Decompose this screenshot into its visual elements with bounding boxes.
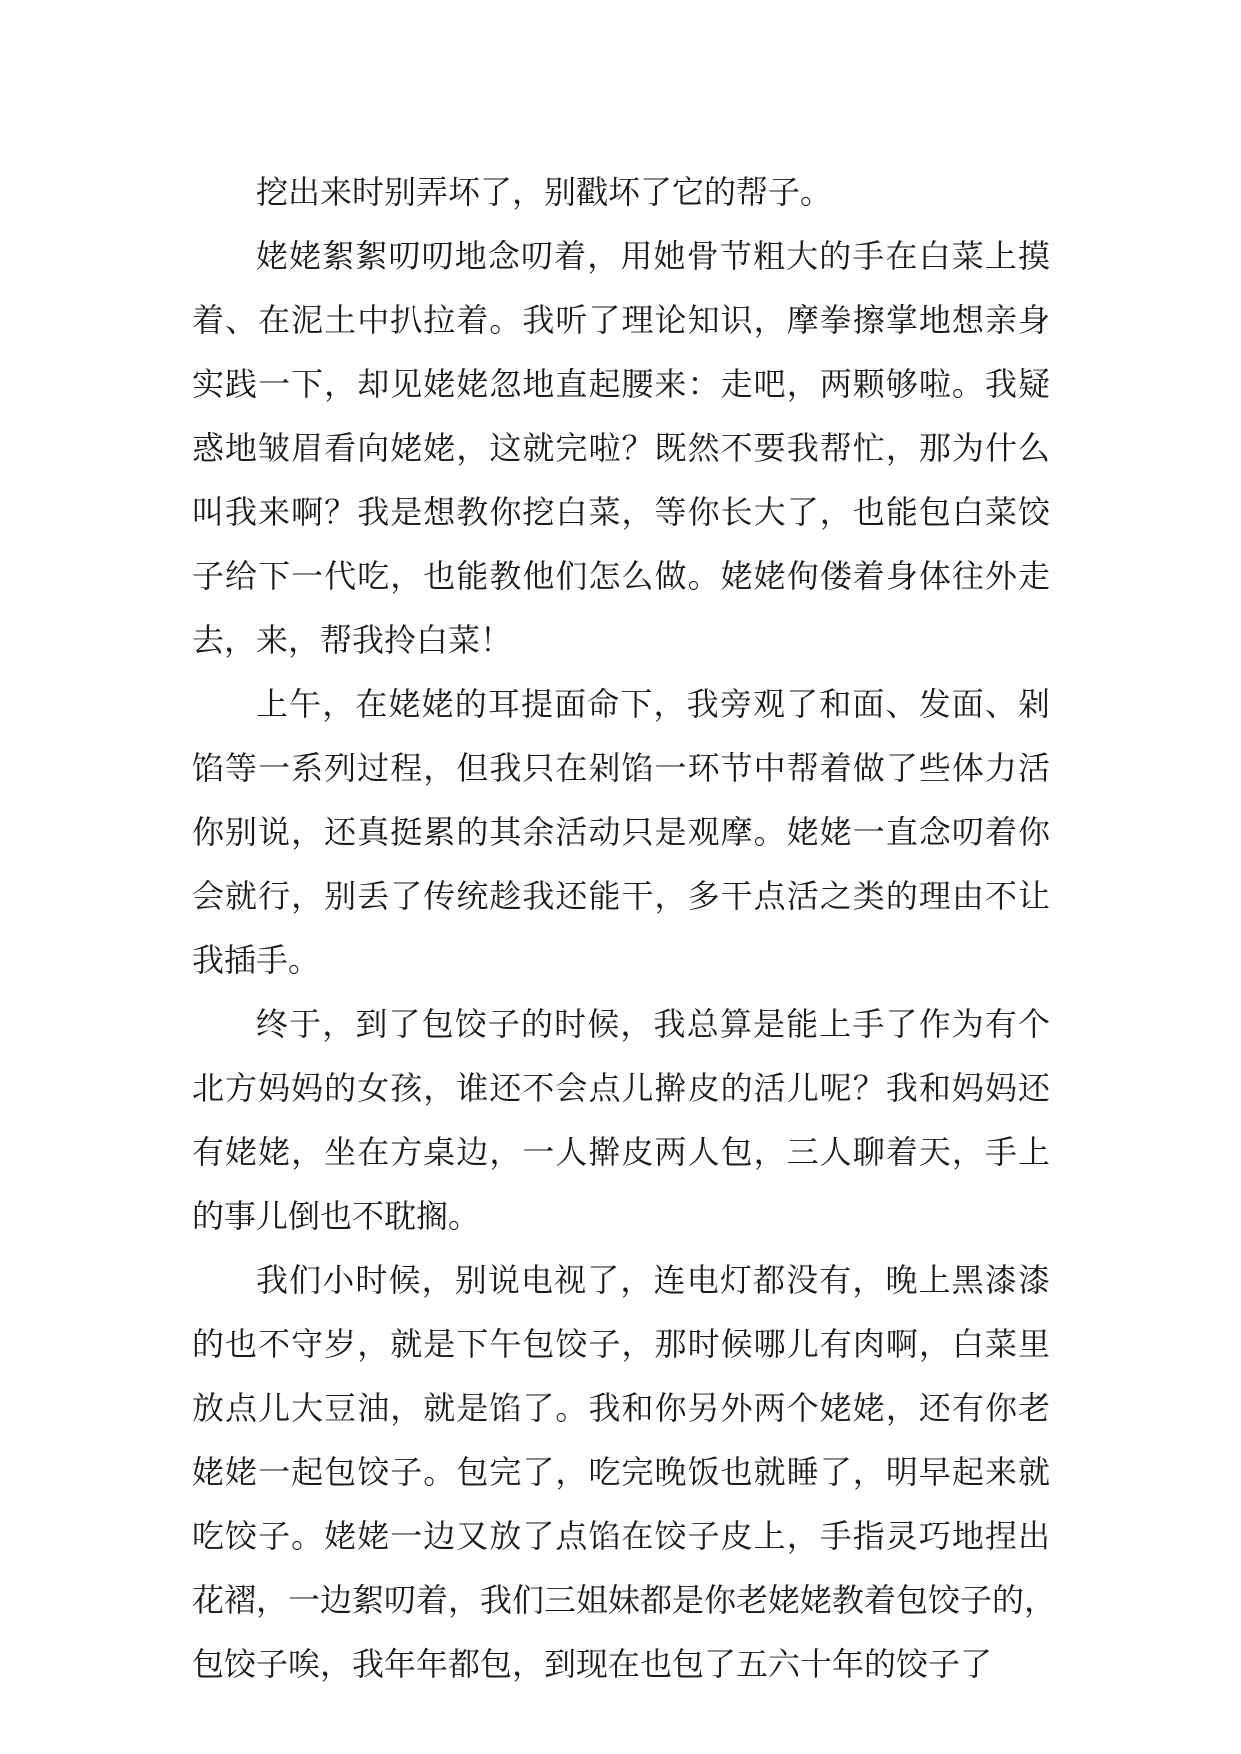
- text-line: 包饺子唉，我年年都包，到现在也包了五六十年的饺子了: [192, 1645, 993, 1683]
- document-body: [192, 160, 1057, 1696]
- text-line: 我插手。: [192, 941, 321, 979]
- text-line: 吃饺子。姥姥一边又放了点馅在饺子皮上，手指灵巧地捏出: [192, 1517, 1050, 1555]
- text-line: 会就行，别丢了传统趁我还能干，多干点活之类的理由不让: [192, 877, 1050, 915]
- text-line: 着、在泥土中扒拉着。我听了理论知识，摩拳擦掌地想亲身: [192, 301, 1050, 339]
- text-line: 终于，到了包饺子的时候，我总算是能上手了作为有个: [256, 1005, 1050, 1043]
- paragraph: [192, 672, 1050, 992]
- text-line: 我们小时候，别说电视了，连电灯都没有，晚上黑漆漆: [256, 1261, 1050, 1299]
- paragraph: [192, 992, 1050, 1248]
- text-line: 的事儿倒也不耽搁。: [192, 1197, 481, 1235]
- text-line: 实践一下，却见姥姥忽地直起腰来：走吧，两颗够啦。我疑: [192, 365, 1050, 403]
- text-line: 你别说，还真挺累的其余活动只是观摩。姥姥一直念叨着你: [192, 813, 1050, 851]
- text-line: 去，来，帮我拎白菜！: [192, 621, 513, 659]
- text-line: 馅等一系列过程，但我只在剁馅一环节中帮着做了些体力活: [192, 749, 1050, 787]
- paragraph: [192, 1248, 1057, 1696]
- paragraph: [192, 160, 1050, 224]
- text-line: 挖出来时别弄坏了，别戳坏了它的帮子。: [256, 173, 833, 211]
- text-line: 的也不守岁，就是下午包饺子，那时候哪儿有肉啊，白菜里: [192, 1325, 1050, 1363]
- text-line: 上午，在姥姥的耳提面命下，我旁观了和面、发面、剁: [256, 685, 1050, 723]
- paragraph: [192, 224, 1050, 672]
- text-line: 花褶，一边絮叨着，我们三姐妹都是你老姥姥教着包饺子的，: [192, 1581, 1057, 1619]
- text-line: 放点儿大豆油，就是馅了。我和你另外两个姥姥，还有你老: [192, 1389, 1050, 1427]
- text-line: 姥姥絮絮叨叨地念叨着，用她骨节粗大的手在白菜上摸: [256, 237, 1050, 275]
- text-line: 姥姥一起包饺子。包完了，吃完晚饭也就睡了，明早起来就: [192, 1453, 1050, 1491]
- text-line: 子给下一代吃，也能教他们怎么做。姥姥佝偻着身体往外走: [192, 557, 1050, 595]
- text-line: 惑地皱眉看向姥姥，这就完啦？既然不要我帮忙，那为什么: [192, 429, 1050, 467]
- text-line: 叫我来啊？我是想教你挖白菜，等你长大了，也能包白菜饺: [192, 493, 1050, 531]
- text-line: 有姥姥，坐在方桌边，一人擀皮两人包，三人聊着天，手上: [192, 1133, 1050, 1171]
- text-line: 北方妈妈的女孩，谁还不会点儿擀皮的活儿呢？我和妈妈还: [192, 1069, 1050, 1107]
